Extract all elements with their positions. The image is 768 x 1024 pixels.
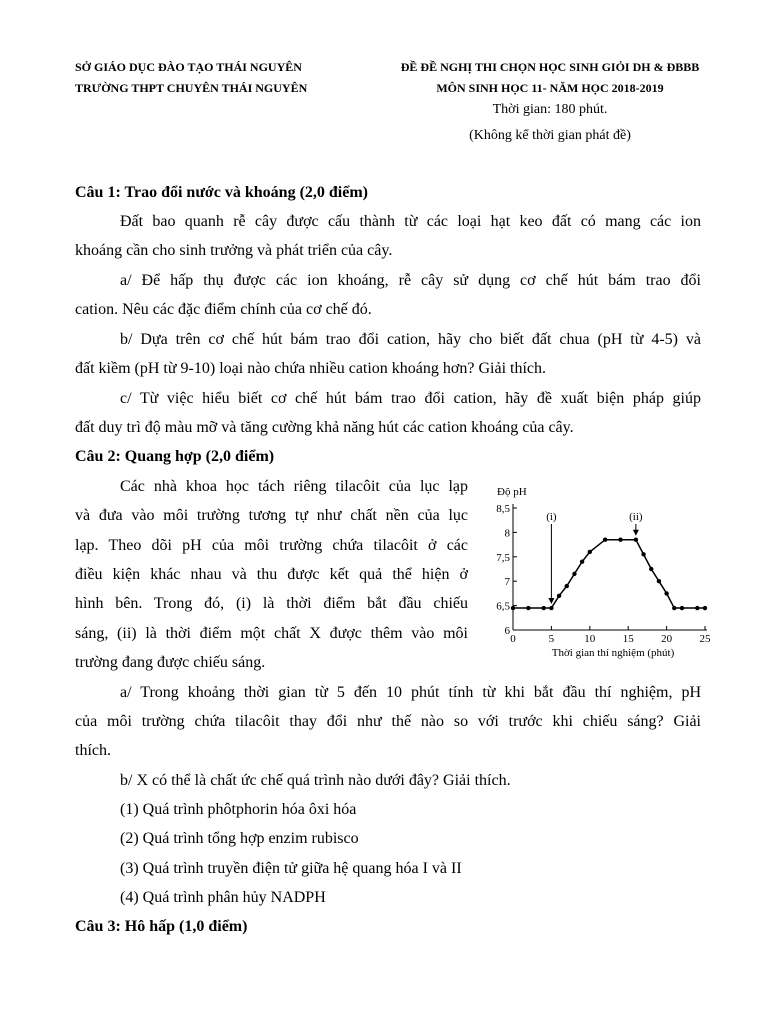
q2-option-2: (2) Quá trình tổng hợp enzim rubisco [120,830,359,847]
x-axis-label: Thời gian thí nghiệm (phút) [551,647,675,659]
ph-chart [480,476,718,666]
q1-c-line-2: đất duy trì độ màu mỡ và tăng cường khả năng hút các cation khoáng của cây. [75,419,574,436]
exam-header [330,57,768,99]
q2-a-line-1: a/ Trong khoảng thời gian từ 5 đến 10 phút tính từ khi bắt đầu thí nghiệm, pH [120,684,701,701]
x-tick-label: 25 [699,633,711,645]
q2-intro-line-7: trường đang được chiếu sáng. [75,654,266,671]
exam-title: ĐỀ ĐỀ NGHỊ THI CHỌN HỌC SINH GIỎI DH & ĐBBB [400,60,700,74]
annotation-label: (ii) [629,511,643,523]
q2-option-3: (3) Quá trình truyền điện tử giữa hệ quang hóa I và II [120,860,462,877]
q2-intro-line-6: sáng, (ii) là thời điểm một chất X được thêm vào môi [75,625,468,642]
ph-data-point [526,606,530,610]
ph-data-point [588,550,592,554]
ph-data-point [672,606,676,610]
school-name: TRƯỜNG THPT CHUYÊN THÁI NGUYÊN [75,81,308,95]
ph-data-point [549,606,553,610]
q2-a-line-2: của môi trường chứa tilacôit thay đổi như thế nào so với trước khi chiếu sáng? Giải [75,713,701,730]
q2-intro-line-4: điều kiện khác nhau và thu được kết quả thể hiện ở [75,566,468,583]
x-tick-label: 20 [661,633,673,645]
ph-data-point [695,606,699,610]
q1-a-line-2: cation. Nêu các đặc điểm chính của cơ chế đó. [75,301,372,318]
q2-intro-line-1: Các nhà khoa học tách riêng tilacôit của lục lạp [120,478,468,495]
q1-c-line-1: c/ Từ việc hiểu biết cơ chế hút bám trao đổi cation, hãy đề xuất biện pháp giúp [120,390,701,407]
annotation-arrowhead [548,598,554,604]
ph-data-point [703,606,707,610]
ph-data-point [511,606,515,610]
ph-data-point [641,552,645,556]
exam-subject: MÔN SINH HỌC 11- NĂM HỌC 2018-2019 [436,81,664,95]
y-tick-label: 7 [504,576,510,589]
annotation-arrowhead [633,530,639,536]
x-tick-label: 0 [510,633,516,645]
x-tick-label: 15 [622,633,634,645]
y-tick-label: 6 [504,625,510,637]
x-tick-label: 10 [584,633,596,645]
department-name: SỞ GIÁO DỤC ĐÀO TẠO THÁI NGUYÊN [75,60,302,74]
q2-intro-line-5: hình bên. Trong đó, (i) là thời điểm bắt đầu chiếu [75,595,468,612]
y-axis-label: Độ pH [497,486,527,498]
question-1-title: Câu 1: Trao đổi nước và khoáng (2,0 điểm) [75,184,369,201]
exam-time: Thời gian: 180 phút. [492,102,608,117]
q1-b-line-2: đất kiềm (pH từ 9-10) loại nào chứa nhiều cation khoáng hơn? Giải thích. [75,360,547,377]
ph-data-point [580,559,584,563]
q2-a-line-3: thích. [75,742,111,759]
ph-data-point [680,606,684,610]
ph-data-point [634,538,638,542]
ph-data-point [557,594,561,598]
question-2-title: Câu 2: Quang hợp (2,0 điểm) [75,448,275,465]
ph-data-point [649,567,653,571]
annotation-label: (i) [546,511,557,523]
ph-series-line [513,540,705,608]
ph-data-point [572,572,576,576]
ph-data-point [565,584,569,588]
q2-intro-line-3: lạp. Theo dõi pH của môi trường chứa tilacôit ở các [75,537,468,554]
y-tick-label: 8,5 [496,503,510,515]
q2-b-question: b/ X có thể là chất ức chế quá trình nào dưới đây? Giải thích. [120,772,511,789]
q2-option-1: (1) Quá trình phôtphorin hóa ôxi hóa [120,801,357,818]
q1-intro-line-2: khoáng cần cho sinh trưởng và phát triển của cây. [75,242,393,259]
exam-time-note: (Không kể thời gian phát đề) [469,128,631,143]
school-header [75,57,307,99]
ph-data-point [657,579,661,583]
y-tick-label: 8 [504,527,510,540]
ph-data-point [618,538,622,542]
ph-data-point [664,591,668,595]
q1-b-line-1: b/ Dựa trên cơ chế hút bám trao đổi cation, hãy cho biết đất chua (pH từ 4-5) và [120,331,701,348]
ph-data-point [603,538,607,542]
y-tick-label: 7,5 [496,551,510,564]
ph-data-point [542,606,546,610]
q1-a-line-1: a/ Để hấp thụ được các ion khoáng, rễ cây sử dụng cơ chế hút bám trao đổi [120,272,701,289]
y-tick-label: 6,5 [496,600,510,613]
x-tick-label: 5 [548,633,555,645]
q2-option-4: (4) Quá trình phân hủy NADPH [120,889,326,906]
question-3-title: Câu 3: Hô hấp (1,0 điểm) [75,918,248,935]
q2-intro-line-2: và đưa vào môi trường tương tự như chất nền của lục [75,507,468,524]
q1-intro-line-1: Đất bao quanh rễ cây được cấu thành từ các loại hạt keo đất có mang các ion [120,213,701,230]
